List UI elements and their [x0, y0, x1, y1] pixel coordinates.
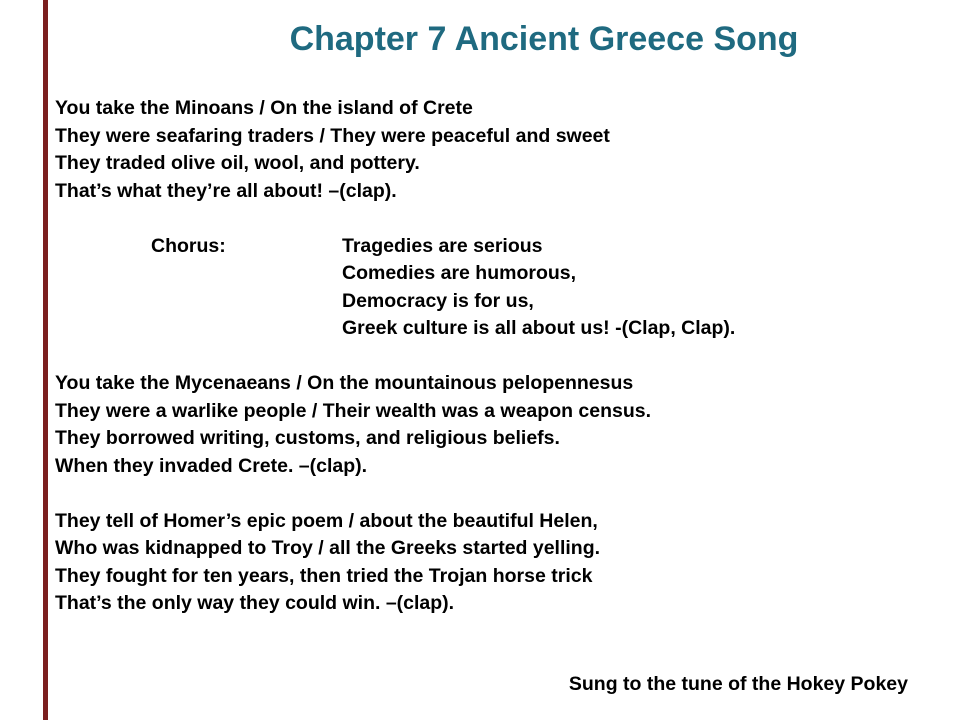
verse-line: They borrowed writing, customs, and religious beliefs.: [55, 427, 560, 449]
song-lyrics: [55, 95, 735, 618]
page-title: Chapter 7 Ancient Greece Song: [289, 20, 799, 58]
verse-line: They traded olive oil, wool, and pottery.: [55, 152, 420, 174]
chorus-indent: [55, 260, 342, 288]
stanza-gap: [55, 480, 735, 508]
verse-line: When they invaded Crete. –(clap).: [55, 454, 368, 477]
chorus-line: Tragedies are serious: [342, 234, 543, 257]
chorus-line: Comedies are humorous,: [342, 262, 577, 284]
chorus-indent: [55, 315, 342, 343]
stanza-gap: [55, 343, 735, 371]
chorus-indent: [55, 288, 342, 316]
stanza-gap: [55, 205, 735, 233]
chorus-line: Democracy is for us,: [342, 289, 534, 312]
verse-line: They were a warlike people / Their wealth was a weapon census.: [55, 399, 652, 422]
verse-line: That’s the only way they could win. –(clap).: [55, 592, 455, 614]
verse-line: They were seafaring traders / They were peaceful and sweet: [55, 124, 610, 147]
chorus-row: [55, 260, 735, 288]
tune-credit: Sung to the tune of the Hokey Pokey: [568, 673, 908, 695]
verse-line: You take the Minoans / On the island of Crete: [55, 97, 473, 119]
verse-line: They fought for ten years, then tried the Trojan horse trick: [55, 564, 593, 587]
chorus-row: [55, 288, 735, 316]
verse-line: Who was kidnapped to Troy / all the Greeks started yelling.: [55, 537, 601, 559]
chorus-line: Greek culture is all about us! -(Clap, Clap).: [342, 317, 736, 339]
verse-line: They tell of Homer’s epic poem / about the beautiful Helen,: [55, 509, 598, 532]
left-accent-bar: [43, 0, 48, 720]
verse-line: You take the Mycenaeans / On the mountainous pelopennesus: [55, 372, 634, 394]
chorus-label: Chorus:: [151, 234, 226, 257]
verse-line: That’s what they’re all about! –(clap).: [55, 179, 397, 202]
chorus-row: [55, 315, 735, 343]
chorus-row: [55, 233, 735, 261]
